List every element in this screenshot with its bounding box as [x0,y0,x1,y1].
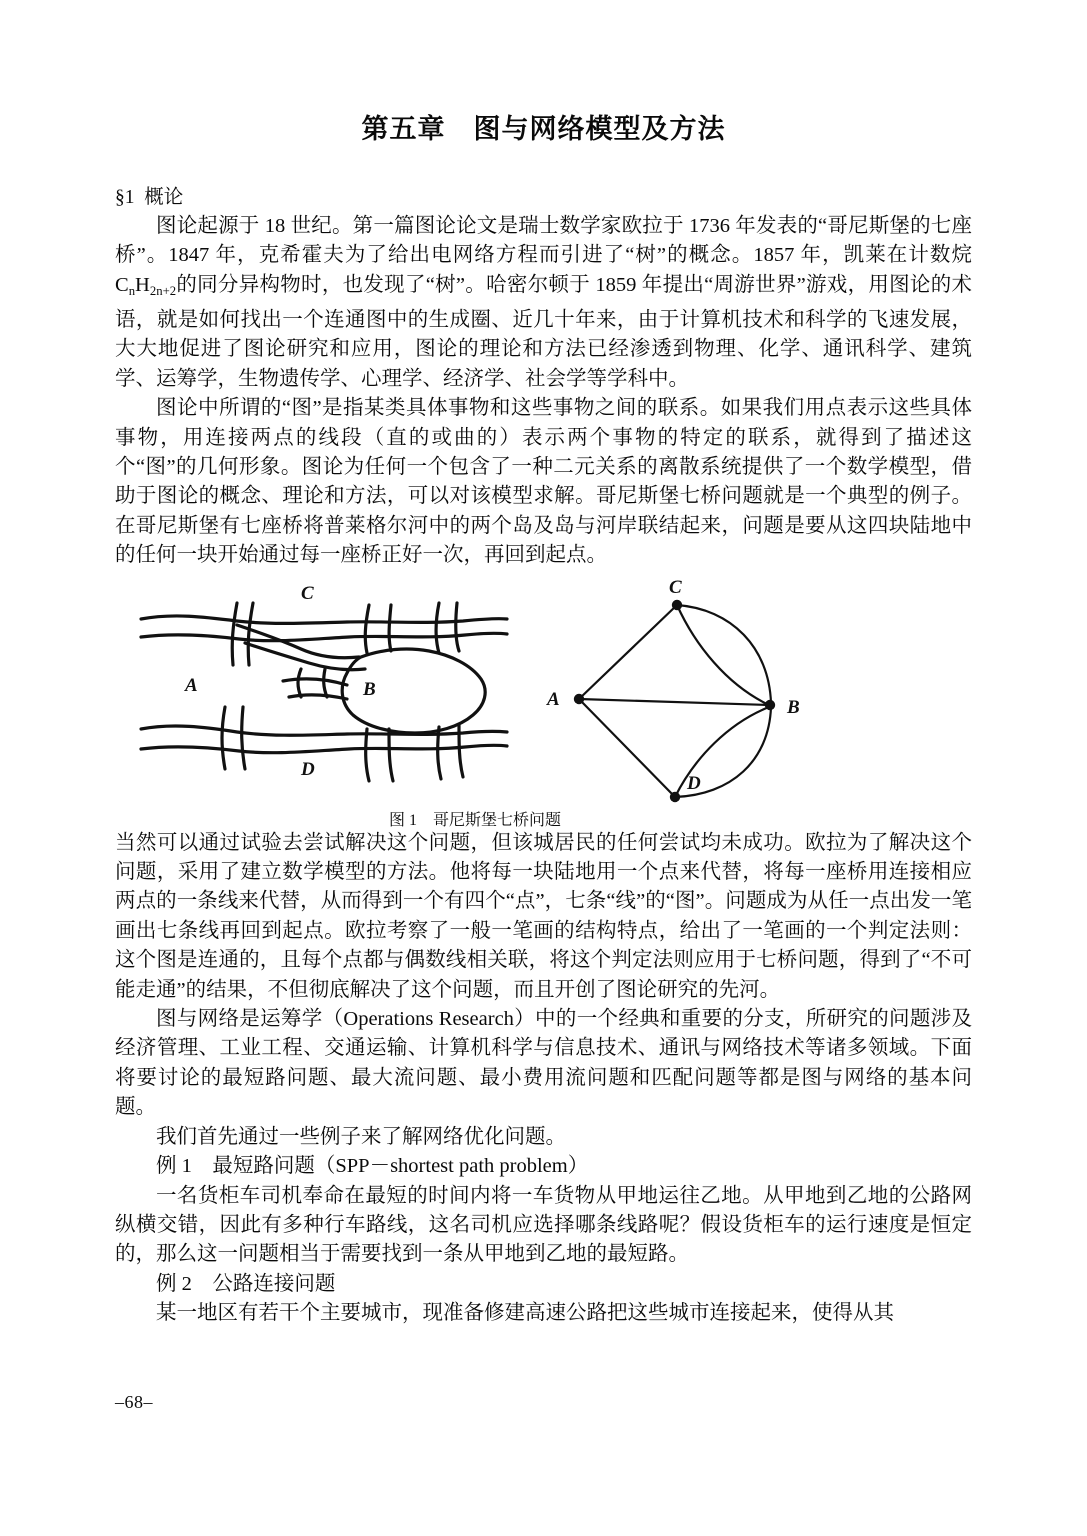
edge-a-d [579,699,675,797]
graph-label-a: A [547,688,560,710]
paragraph-2: 图论中所谓的“图”是指某类具体事物和这些事物之间的联系。如果我们用点表示这些具体事物，用连接两点的线段（直的或曲的）表示两个事物的特定的联系，就得到了描述这个“图”的几何形象。图论为任何一个包含了一种二元关系的离散系统提供了一个数学模型，借助于图论的概念、理论和方法，可以对该模型求解。哥尼斯堡七桥问题就是一个典型的例子。在哥尼斯堡有七座桥将普莱格尔河中的两个岛及岛与河岸联结起来，问题是要从这四块陆地中的任何一块开始通过每一座桥正好一次，再回到起点。 [115,397,972,567]
paragraph-6: 一名货柜车司机奉命在最短的时间内将一车货物从甲地运往乙地。从甲地到乙地的公路网纵横交错，因此有多种行车路线，这名司机应选择哪条线路呢？假设货柜车的运行速度是恒定的，那么这一问题相当于需要找到一条从甲地到乙地的最短路。 [115,1184,972,1266]
paragraph-1-part-2: 的同分异构物时，也发现了“树”。哈密尔顿于 1859 年提出“周游世界”游戏，用图论的术语，就是如何找出一个连通图中的生成圈、近几十年来，由于计算机技术和科学的飞速发展，大大地促进了图论研究和应用，图论的理论和方法已经渗透到物理、化学、通讯科学、建筑学、运筹学，生物遗传学、心理学、经济学、社会学等学科中。 [115,273,972,390]
edge-a-c [579,605,677,699]
paragraph-5: 我们首先通过一些例子来了解网络优化问题。 [156,1125,566,1148]
paragraph-7: 某一地区有若干个主要城市，现准备修建高速公路把这些城市连接起来，使得从其 [156,1302,894,1325]
chem-sub-n: n [128,283,136,298]
paragraph-4: 图与网络是运筹学（Operations Research）中的一个经典和重要的分支，所研究的问题涉及经济管理、工业工程、交通运输、计算机科学与信息技术、通讯与网络技术等诸多领域。下面将要讨论的最短路问题、最大流问题、最小费用流问题和匹配问题等都是图与网络的基本问题。 [115,1008,972,1119]
graph-label-b: B [787,696,800,718]
edge-c-b-outer [677,605,771,703]
example-2-title: 例 2 公路连接问题 [156,1272,336,1295]
chem-base-h: H [135,273,150,296]
figure-1 [115,577,972,829]
example-1-title: 例 1 最短路问题（SPP－shortest path problem） [156,1155,589,1178]
graph-node-d [670,791,680,801]
graph-node-a [574,693,584,703]
graph-label-c: C [669,576,682,598]
chemical-formula [115,274,176,296]
map-label-a: A [185,674,198,696]
figure-caption: 图 1 哥尼斯堡七桥问题 [388,811,561,829]
paragraph-1-part-1: 图论起源于 18 世纪。第一篇图论论文是瑞士数学家欧拉于 1736 年发表的“哥尼斯堡的七座桥”。1847 年，克希霍夫为了给出电网络方程而引进了“树”的概念。1857 年，凯莱在计数烷 [115,214,972,267]
page-title: 第五章 图与网络模型及方法 [361,114,726,144]
paragraph-1 [115,212,972,395]
figure-caption-wrap [115,805,845,830]
page-content [115,0,972,1329]
edge-a-b [579,699,769,705]
graph-label-d: D [687,772,701,794]
map-label-b: B [363,678,376,700]
map-label-d: D [301,758,315,780]
paragraph-3: 当然可以通过试验去尝试解决这个问题，但该城居民的任何尝试均未成功。欧拉为了解决这个问题，采用了建立数学模型的方法。他将每一块陆地用一个点来代替，将每一座桥用连接相应两点的一条线来代替，从而得到一个有四个“点”，七条“线”的“图”。问题成为从任一点出发一笔画出七条线再回到起点。欧拉考察了一般一笔画的结构特点，给出了一笔画的一个判定法则：这个图是连通的，且每个点都与偶数线相关联，将这个判定法则应用于七桥问题，得到了“不可能走通”的结果，不但彻底解决了这个问题，而且开创了图论研究的先河。 [115,831,972,1001]
koenigsberg-river-map [133,577,513,805]
graph-node-b [765,699,775,709]
chem-base-c: C [115,273,129,296]
map-label-c: C [301,582,314,604]
graph-node-c [672,599,682,609]
chem-sub-2n2: 2n+2 [149,283,177,298]
koenigsberg-multigraph [519,577,849,805]
edge-c-b-inner [677,605,769,705]
page-number: –68– [115,1392,153,1412]
section-heading: §1 概论 [115,187,184,209]
